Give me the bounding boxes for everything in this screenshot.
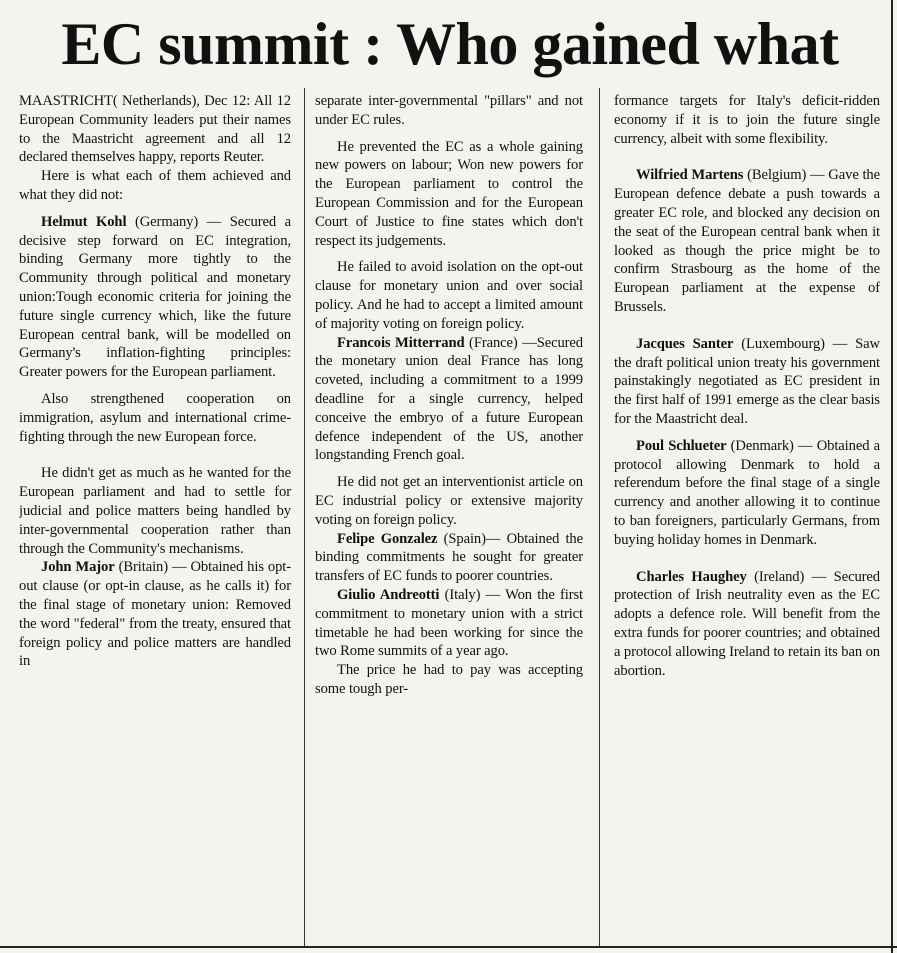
paragraph: He didn't get as much as he wanted for the European parliament and had to settle for judicial and police matters being handled by inter-governmental cooperation rather than through the Community's mechanisms.	[19, 465, 291, 557]
leader-name: Wilfried Martens	[636, 167, 744, 184]
paragraph: Here is what each of them achieved and what they did not:	[19, 168, 291, 203]
paragraph: Also strengthened cooperation on immigration, asylum and international crime-fighting through the new European force.	[19, 390, 291, 445]
paragraph: He failed to avoid isolation on the opt-out clause for monetary union and over social policy. And he had to accept a limited amount of majority voting on foreign policy.	[315, 259, 583, 332]
paragraph-kohl: Helmut Kohl (Germany) — Secured a decisive step forward on EC integration, binding Germany more tightly to the Community through political and monetary union:Tough economic criteria for joining the future single currency which, like the future European central bank, will be modelled on Germany's inflation-fighting principles: Greater powers for the European parliament.	[19, 213, 291, 381]
paragraph-martens: Wilfried Martens (Belgium) — Gave the European defence debate a push towards a greater EC role, and blocked any decision on the seat of the European central bank when it looked as though the price might be to confirm Strasbourg as the home of the European parliament at the expense of Brussels.	[614, 167, 880, 315]
paragraph: MAASTRICHT( Netherlands), Dec 12: All 12 European Community leaders put their names to the Maastricht agreement and all 12 declared themselves happy, reports Reuter.	[19, 93, 291, 166]
column-rule	[599, 88, 600, 946]
paragraph-andreotti: Giulio Andreotti (Italy) — Won the first commitment to monetary union with a strict timetable he had been working for since the two Rome summits of a year ago.	[315, 586, 583, 660]
leader-name: Poul Schlueter	[636, 437, 727, 454]
leader-name: Felipe Gonzalez	[337, 530, 438, 547]
leader-name: Charles Haughey	[636, 568, 747, 585]
paragraph: formance targets for Italy's deficit-ridden economy if it is to join the future single currency, albeit with some flexibility.	[614, 93, 880, 147]
paragraph-gonzalez: Felipe Gonzalez (Spain)— Obtained the binding commitments he sought for greater transfers of EC funds to poorer countries.	[315, 530, 583, 585]
leader-name: John Major	[41, 559, 115, 576]
right-border	[891, 0, 893, 953]
leader-name: Helmut Kohl	[41, 213, 127, 230]
column-rule	[304, 88, 305, 946]
headline: EC summit : Who gained what	[61, 11, 839, 77]
leader-name: Francois Mitterrand	[337, 334, 465, 351]
paragraph: The price he had to pay was accepting some tough per-	[315, 662, 583, 697]
paragraph: He prevented the EC as a whole gaining new powers on labour; Won new powers for the European parliament to control the European Commission and for the European Court of Justice to fine states which don't respect its judgements.	[315, 138, 583, 249]
bottom-border	[0, 946, 897, 948]
paragraph-haughey: Charles Haughey (Ireland) — Secured protection of Irish neutrality even as the EC adopts a defence role. Will benefit from the extra funds for poorer countries; and obtained a protocol allowing Ireland to retain its ban on abortion.	[614, 568, 880, 679]
paragraph: separate inter-governmental "pillars" and not under EC rules.	[315, 93, 583, 128]
paragraph-santer: Jacques Santer (Luxembourg) — Saw the draft political union treaty his government painstakingly negotiated as EC president in the first half of 1991 emerge as the clear basis for the Maastricht deal.	[614, 335, 880, 427]
column-1	[19, 92, 291, 948]
paragraph-schlueter: Poul Schlueter (Denmark) — Obtained a protocol allowing Denmark to hold a referendum before the final stage of a single currency and another allowing it to continue to ban foreigners, particularly Germans, from buying holiday homes in Denmark.	[614, 437, 880, 548]
column-2	[315, 92, 583, 948]
column-3	[614, 92, 880, 948]
leader-name: Jacques Santer	[636, 335, 734, 352]
paragraph: He did not get an interventionist article on EC industrial policy or extensive majority voting on foreign policy.	[315, 474, 583, 528]
leader-name: Giulio Andreotti	[337, 586, 440, 603]
paragraph-mitterrand: Francois Mitterrand (France) —Secured the monetary union deal France has long coveted, including a commitment to a 1999 deadline for a single currency, helped conceive the embryo of a future European defence independent of the US, another longstanding French goal.	[315, 334, 583, 464]
paragraph-major: John Major (Britain) — Obtained his opt-out clause (or opt-in clause, as he calls it) for the final stage of monetary union: Removed the word "federal" from the treaty, ensured that foreign policy and police matters are handled in	[19, 559, 291, 670]
